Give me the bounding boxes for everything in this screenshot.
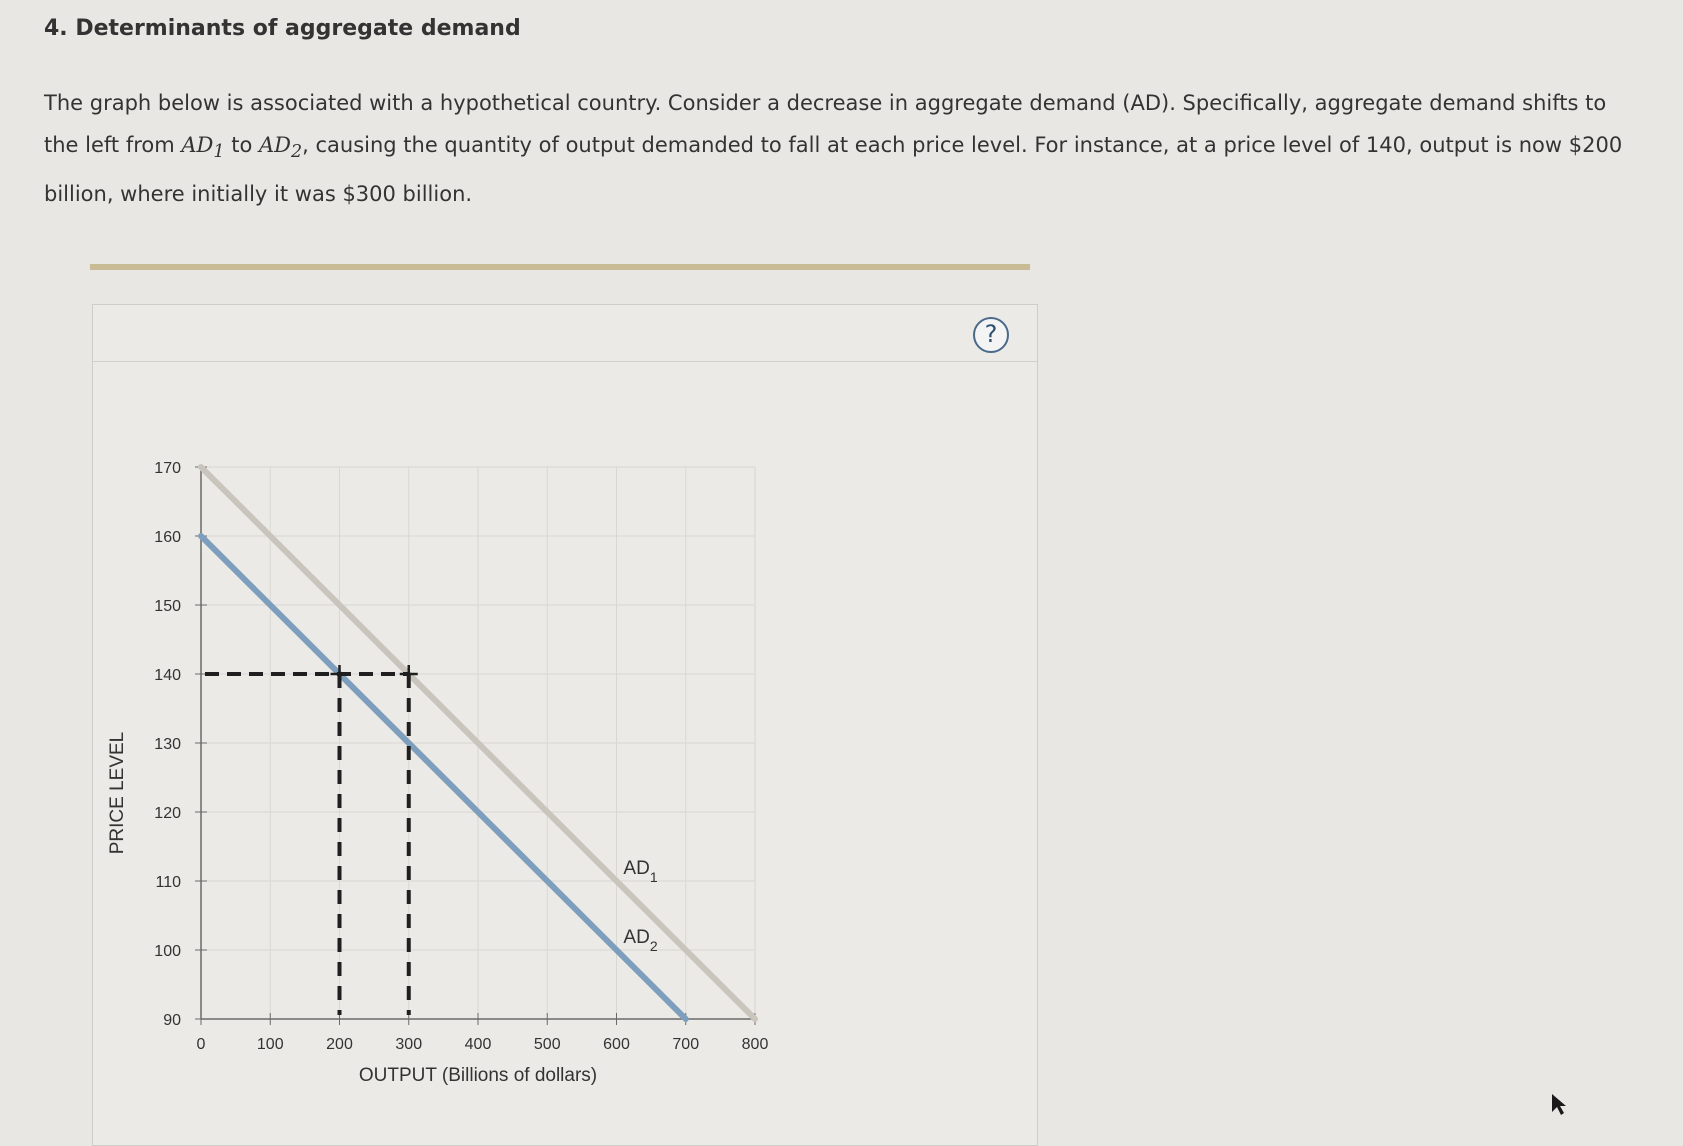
section-divider (90, 264, 1030, 270)
help-icon: ? (984, 320, 998, 348)
graph-panel (92, 304, 1038, 1146)
series-label-subscript: 2 (649, 938, 658, 955)
x-tick-label: 200 (326, 1036, 353, 1053)
intro-text-part2: , causing the quantity of output demanded to fall at each price level. For instance, at a price level of 140, output is now $200 billion, where initially it was $300 billion. (44, 133, 1623, 207)
x-tick-label: 400 (464, 1036, 492, 1053)
y-tick-label: 140 (154, 667, 181, 684)
intro-paragraph (44, 82, 1624, 215)
y-axis-label: PRICE LEVEL (107, 731, 128, 855)
intro-text-part1: The graph below is associated with a hypothetical country. Consider a decrease in aggregate demand (AD). Specifically, aggregate demand shifts to the left from (44, 91, 1607, 157)
x-tick-label: 300 (395, 1036, 423, 1053)
intro-to-word: to (224, 133, 259, 157)
x-tick-label: 0 (196, 1036, 206, 1053)
x-tick-label: 100 (256, 1036, 284, 1053)
y-tick-label: 160 (154, 529, 181, 546)
y-tick-label: 150 (154, 598, 181, 615)
y-tick-label: 170 (154, 460, 181, 477)
y-tick-label: 90 (163, 1012, 181, 1029)
ad-chart (93, 305, 1037, 1145)
x-tick-label: 600 (603, 1036, 630, 1053)
ad2-symbol: $AD_2$ (258, 133, 303, 163)
series-line-ad2 (201, 536, 686, 1019)
ad1-subscript: 1 (213, 142, 225, 163)
y-tick-label: 100 (154, 943, 181, 960)
mouse-cursor-icon (1550, 1092, 1568, 1116)
x-tick-label: 500 (533, 1036, 561, 1053)
series-label-ad1: $AD_1$ (623, 858, 658, 886)
question-heading: 4. Determinants of aggregate demand (44, 16, 521, 41)
y-tick-label: 110 (155, 874, 181, 891)
series-label-subscript: 1 (649, 869, 658, 886)
y-tick-label: 130 (154, 736, 181, 753)
ad1-symbol: $AD_1$ (181, 133, 225, 163)
ad2-subscript: 2 (290, 142, 303, 163)
y-tick-label: 120 (154, 805, 181, 822)
x-tick-label: 800 (741, 1036, 769, 1053)
x-tick-label: 700 (672, 1036, 700, 1053)
x-axis-label: OUTPUT (Billions of dollars) (358, 1065, 598, 1086)
series-label-ad2: $AD_2$ (623, 927, 658, 955)
